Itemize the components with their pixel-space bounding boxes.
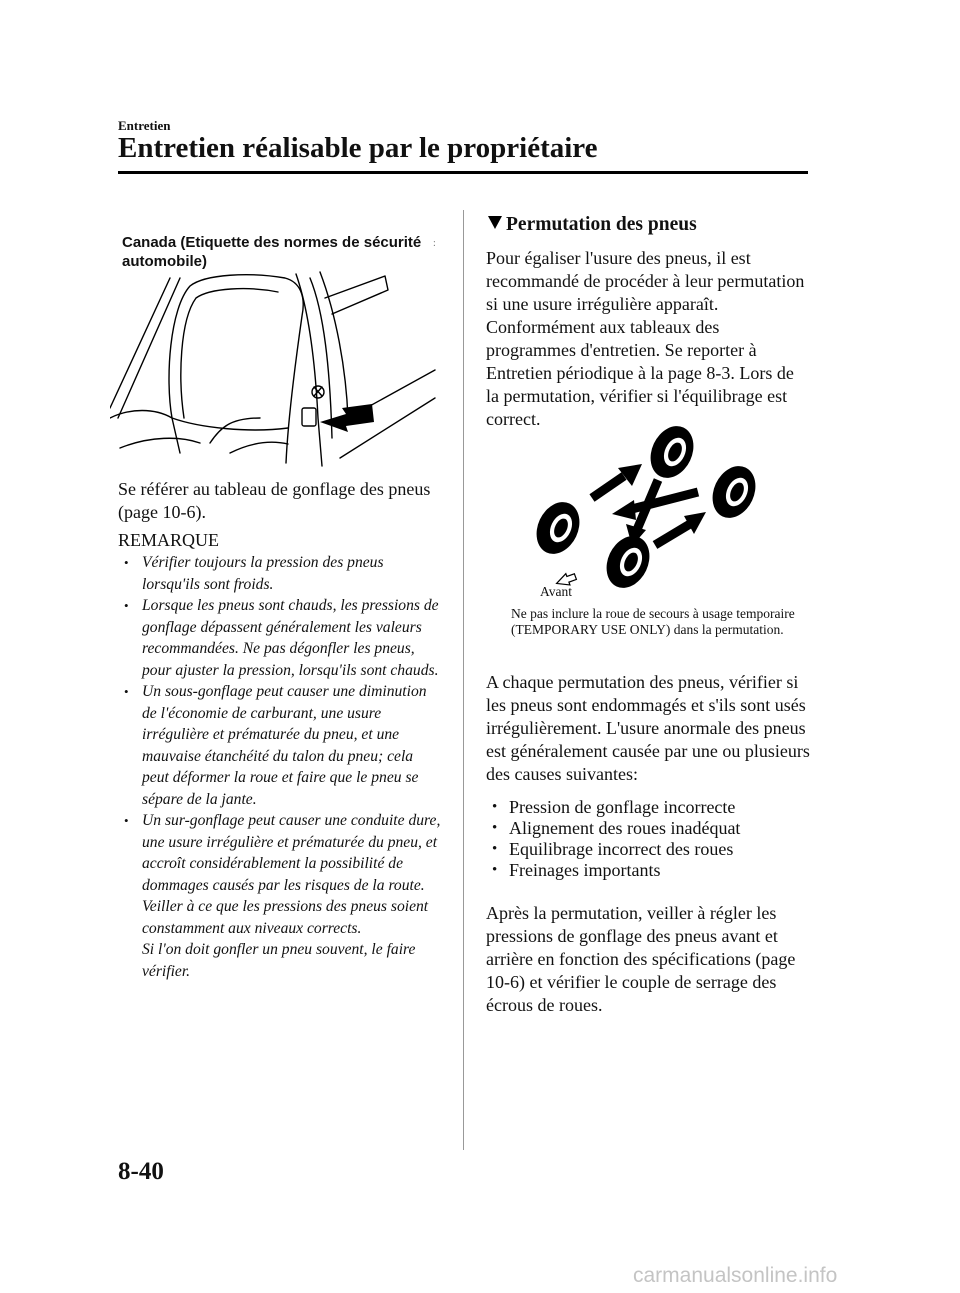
left-paragraph: Se référer au tableau de gonflage des pneus (page 10-6). [118,479,431,522]
tire-icon [528,495,587,561]
section-subheading [488,214,697,236]
note-text: Un sous-gonflage peut causer une diminution de l'économie de carburant, une usure irrégulière et prématurée du pneu, et une mauvaise étanchéité du talon du pneu; cela peut déformer la roue et faire que le pneu se sépare de la jante. [142,683,427,808]
title-divider [118,171,808,174]
figure-marker: : [433,238,436,249]
cause-item: • Alignement des roues inadéquat [486,818,740,839]
rotation-arrow [655,524,690,545]
note-list [118,552,443,982]
section-label: Entretien [118,118,171,133]
note-text: Si l'on doit gonfler un pneu souvent, le faire vérifier. [142,941,416,980]
watermark-text: carmanualsonline.info [633,1264,838,1287]
note-text: Veiller à ce que les pressions des pneus soient constamment aux niveaux corrects. [142,898,429,937]
note-item [118,810,443,982]
causes-list [486,797,740,881]
tire-icon [704,459,760,525]
page-number: 8-40 [118,1158,164,1185]
tire-rotation-diagram [520,420,760,590]
page-title: Entretien réalisable par le propriétaire [118,132,598,164]
subheading-text: Permutation des pneus [506,214,697,235]
cause-item: • Equilibrage incorrect des roues [486,839,740,860]
rotation-arrow [628,492,698,510]
rotation-arrow [592,476,624,498]
figure-label-front: Avant [540,584,572,599]
note-text: Un sur-gonflage peut causer une conduite dure, une usure irrégulière et prématurée du pneu, et accroît considérablement la possibilité de dommages causés par les risques de la route. [142,812,441,894]
figure-note: Ne pas inclure la roue de secours à usage temporaire (TEMPORARY USE ONLY) dans la permutation. [511,606,795,637]
cause-item: • Pression de gonflage incorrecte [486,797,740,818]
inspection-paragraph: A chaque permutation des pneus, vérifier si les pneus sont endommagés et s'ils sont usés irrégulièrement. L'usure anormale des pneus est généralement causée par une ou plusieurs des causes suivantes: [486,672,810,784]
cause-item: • Freinages importants [486,860,740,881]
note-text: Vérifier toujours la pression des pneus lorsqu'ils sont froids. [142,554,384,593]
after-rotation-paragraph: Après la permutation, veiller à régler les pressions de gonflage des pneus avant et arrière en fonction des spécifications (page 10-6) et vérifier le couple de serrage des écrous de roues. [486,903,796,1015]
note-item [118,552,443,595]
triangle-down-icon [488,216,502,229]
door-pillar-label-illustration [110,268,440,468]
tire-icon [598,529,657,590]
note-item [118,681,443,810]
rotation-intro-paragraph: Pour égaliser l'usure des pneus, il est recommandé de procéder à leur permutation si une usure irrégulière apparaît. Conformément aux tableaux des programmes d'entretien. Se reporter à Entretien périodique à la page 8-3. Lors de la permutation, vérifier si l'équilibrage est correct. [486,248,805,429]
figure-caption: Canada (Etiquette des normes de sécurité automobile) [122,234,422,270]
note-text: Lorsque les pneus sont chauds, les pressions de gonflage dépassent généralement les valeurs recommandées. Ne pas dégonfler les pneus, pour ajuster la pression, lorsqu'ils sont chauds. [142,597,439,679]
tire-icon [642,420,701,485]
note-item [118,595,443,681]
column-divider [463,210,464,1150]
note-heading: REMARQUE [118,530,220,550]
